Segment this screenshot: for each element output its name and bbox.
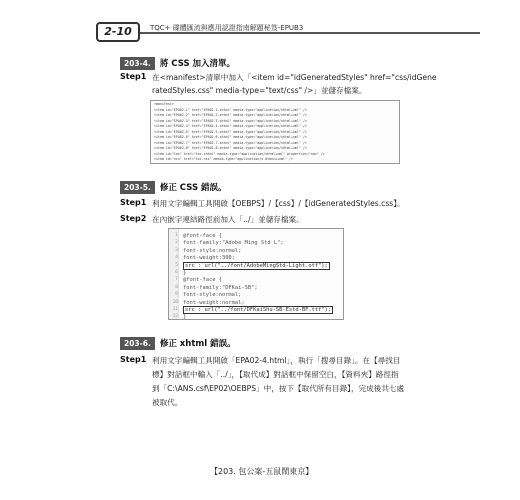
step-text-line: 在<manifest>清單中加入「<item id="idGeneratedStyles" href="css/idGene <box>152 73 437 82</box>
code-line: <item id="EPA02-7" href="EPA02-7.xhtml" media-type="application/xhtml+xml" /> <box>154 140 307 145</box>
code-line: <item id="EPA02-2" href="EPA02-2.xhtml" media-type="application/xhtml+xml" /> <box>154 113 307 117</box>
step-text-line: 在內嵌字連結路徑前加入「../」並儲存檔案。 <box>152 215 304 224</box>
section-title: 將 CSS 加入清單。 <box>159 59 236 69</box>
code-text: font-style:normal; <box>183 247 242 254</box>
section-title: 修正 CSS 錯誤。 <box>159 183 227 193</box>
line-number: 4 <box>175 255 178 261</box>
running-title: TQC+ 碟體匯流與應用認證指南解題秘笈-EPUB3 <box>150 24 304 32</box>
highlighted-src-line: src : url("../font/DFKaiShu-SB-Estd-BF.ttf"); <box>185 307 332 313</box>
step-text-line: 利用文字編輯工具開啟「EPA02-4.html」，執行「搜尋目錄」。在【尋找目 <box>152 356 401 365</box>
code-text: font-weight:normal; <box>183 299 245 306</box>
code-text: } <box>183 314 187 320</box>
code-text: font-family:"Adobe Ming Std L"; <box>183 240 284 247</box>
code-text: @font-face { <box>183 233 222 239</box>
line-number: 7 <box>175 277 178 283</box>
step-label: Step1 <box>120 72 147 81</box>
code-line: <item id="EPA02-6" href="EPA02-6.xhtml" media-type="application/xhtml+xml" /> <box>154 135 307 139</box>
line-number: 1 <box>175 233 178 238</box>
line-number: 12 <box>172 314 178 320</box>
highlighted-src-line: src : url("../font/AdobeMingStd-Light.otf"); <box>185 262 328 269</box>
code-line: <item id="EPA02-8" href="EPA02-8.xhtml" media-type="application/xhtml+xml" /> <box>154 146 307 150</box>
css-code-screenshot <box>168 228 344 320</box>
line-number: 5 <box>175 262 178 268</box>
section-title: 修正 xhtml 錯誤。 <box>159 339 236 349</box>
header-rule <box>140 32 480 34</box>
code-text: @font-face { <box>183 277 222 284</box>
code-line <box>169 312 343 320</box>
line-number: 6 <box>175 270 178 275</box>
page-footer: 【203. 包公案-五鼠鬧東京】 <box>210 467 314 476</box>
section-number: 203-4. <box>120 57 155 70</box>
section-203-4 <box>120 56 235 70</box>
step-label: Step2 <box>120 214 147 223</box>
step-text-line: 到「C:\ANS.csf\EP02\OEBPS」中，按下【取代所有目錄】，完成後共七處 <box>152 384 405 393</box>
code-text: font-style:normal; <box>183 292 242 299</box>
line-number: 2 <box>175 240 178 246</box>
code-line: <item id="EPA02-3" href="EPA02-3.xhtml" media-type="application/xhtml+xml" /> <box>154 118 307 123</box>
code-text: font-family:"DFKai-SB"; <box>183 284 258 291</box>
line-number: 11 <box>172 307 178 312</box>
code-line: <item id="ncx" href="toc.ncx" media-type="application/x-dtbncx+xml" /> <box>154 157 293 161</box>
step-text-line: 利用文字編輯工具開啟【OEBPS】/【css】/【idGeneratedStyles.css】。 <box>152 199 405 208</box>
code-line <box>154 163 396 165</box>
step-label: Step1 <box>120 198 147 207</box>
page-header <box>0 0 520 44</box>
code-line: <manifest> <box>154 102 174 106</box>
section-203-6 <box>120 336 236 350</box>
page-number-badge: 2-10 <box>96 22 140 42</box>
step-text-line: ratedStyles.css" media-type="text/css" />」並儲存檔案。 <box>152 86 367 95</box>
section-number: 203-5. <box>120 181 155 194</box>
section-203-5 <box>120 180 227 194</box>
code-line: <item id="EPA02-1" href="EPA02-1.xhtml" media-type="application/xhtml+xml" /> <box>154 107 307 112</box>
step-label: Step1 <box>120 355 147 364</box>
code-line: <item id="EPA02-4" href="EPA02-4.xhtml" media-type="application/xhtml+xml" /> <box>154 124 307 128</box>
line-number: 8 <box>175 284 178 290</box>
line-number: 10 <box>172 299 178 305</box>
step-text-line: 被取代。 <box>152 398 183 407</box>
code-text: } <box>183 270 187 276</box>
manifest-code-screenshot <box>150 100 400 164</box>
line-number: 9 <box>175 292 178 298</box>
code-line: <item id="EPA02-5" href="EPA02-5.xhtml" media-type="application/xhtml+xml" /> <box>154 129 307 134</box>
section-number: 203-6. <box>120 337 155 350</box>
code-text: font-weight:300; <box>183 255 235 262</box>
line-number: 3 <box>175 247 178 253</box>
step-text-line: 標】對話框中輸入「../」，【取代成】對話框中保留空白，【資料夾】路徑指 <box>152 370 399 379</box>
code-line: <item id="toc" href="toc.xhtml" media-type="application/xhtml+xml" properties="nav" /> <box>154 151 325 156</box>
